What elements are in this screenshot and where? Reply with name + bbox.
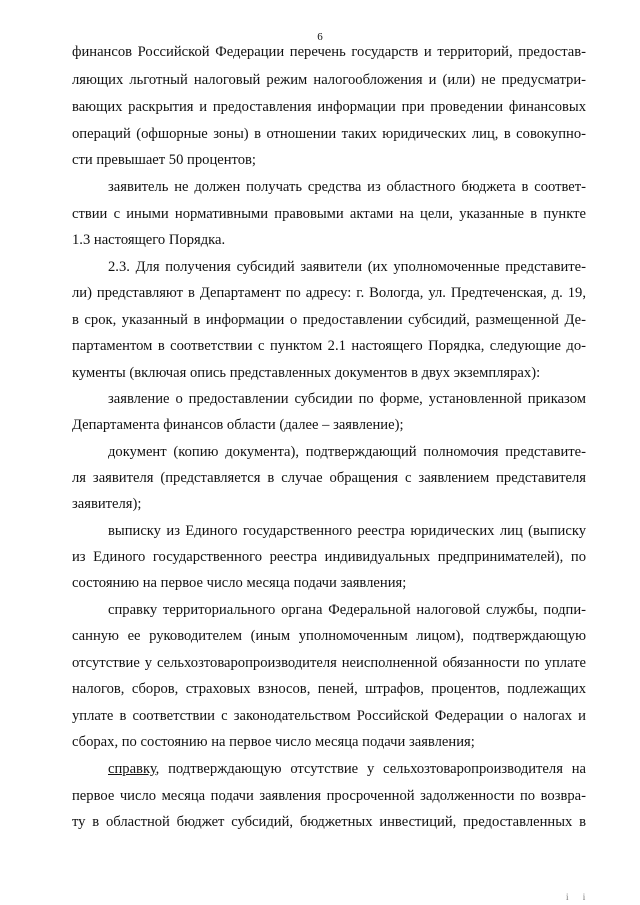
paragraph-1-line-3: вающих раскрытия и предоставления информации при проведении финансовых — [72, 99, 586, 115]
paragraph-1-line-2: ляющих льготный налоговый режим налогообложения и (или) не предусматри- — [72, 72, 586, 88]
paragraph-4-line-2: Департамента финансов области (далее – заявление); — [72, 417, 404, 433]
paragraph-7-line-5: уплате в соответствии с законодательством Российской Федерации о налогах и — [72, 708, 586, 724]
paragraph-6-line-3: состоянию на первое число месяца подачи заявления; — [72, 575, 407, 591]
paragraph-5-line-2: ля заявителя (представляется в случае обращения с заявлением представителя — [72, 470, 586, 486]
paragraph-3-line-2: ли) представляют в Департамент по адресу: г. Вологда, ул. Предтеченская, д. 19, — [72, 285, 586, 301]
paragraph-5-line-3: заявителя); — [72, 496, 142, 512]
paragraph-3-line-5: кументы (включая опись представленных документов в двух экземплярах): — [72, 365, 541, 381]
paragraph-1-line-5: сти превышает 50 процентов; — [72, 152, 256, 168]
paragraph-1-line-4: операций (офшорные зоны) в отношении таких юридических лиц, в совокупно- — [72, 126, 586, 142]
paragraph-7-line-6: сборах, по состоянию на первое число месяца подачи заявления; — [72, 734, 475, 750]
paragraph-7-line-4: налогов, сборов, страховых взносов, пеней, штрафов, процентов, подлежащих — [72, 681, 586, 697]
paragraph-7-line-1: справку территориального органа Федеральной налоговой службы, подпи- — [108, 602, 586, 618]
paragraph-6-line-1: выписку из Единого государственного реестра юридических лиц (выписку — [108, 523, 586, 539]
paragraph-1-line-1: финансов Российской Федерации перечень государств и территорий, предостав- — [72, 44, 586, 60]
paragraph-6-line-2: из Единого государственного реестра индивидуальных предпринимателей), по — [72, 549, 586, 565]
footer-marks: i i — [566, 892, 592, 902]
paragraph-2-line-1: заявитель не должен получать средства из областного бюджета в соответ- — [108, 179, 586, 195]
paragraph-3-line-3: в срок, указанный в информации о предоставлении субсидий, размещенной Де- — [72, 312, 586, 328]
paragraph-8-line-3: ту в областной бюджет субсидий, бюджетных инвестиций, предоставленных в — [72, 814, 586, 830]
paragraph-3-line-1: 2.3. Для получения субсидий заявители (их уполномоченные представите- — [108, 259, 586, 275]
paragraph-7-line-2: санную ее руководителем (иным уполномоченным лицом), подтверждающую — [72, 628, 586, 644]
paragraph-2-line-2: ствии с иными нормативными правовыми актами на цели, указанные в пункте — [72, 206, 586, 222]
paragraph-8-line-2: первое число месяца подачи заявления просроченной задолженности по возвра- — [72, 788, 586, 804]
page-number: 6 — [317, 31, 323, 43]
paragraph-3-line-4: партаментом в соответствии с пунктом 2.1 настоящего Порядка, следующие до- — [72, 338, 586, 354]
paragraph-5-line-1: документ (копию документа), подтверждающий полномочия представите- — [108, 444, 586, 460]
paragraph-7-line-3: отсутствие у сельхозтоваропроизводителя неисполненной обязанности по уплате — [72, 655, 586, 671]
paragraph-8-line-1-text: , подтверждающую отсутствие у сельхозтоваропроизводителя на — [155, 761, 586, 777]
spravku-link[interactable]: справку — [108, 761, 156, 777]
paragraph-2-line-3: 1.3 настоящего Порядка. — [72, 232, 226, 248]
paragraph-8-line-1 — [108, 760, 586, 778]
paragraph-4-line-1: заявление о предоставлении субсидии по форме, установленной приказом — [108, 391, 586, 407]
